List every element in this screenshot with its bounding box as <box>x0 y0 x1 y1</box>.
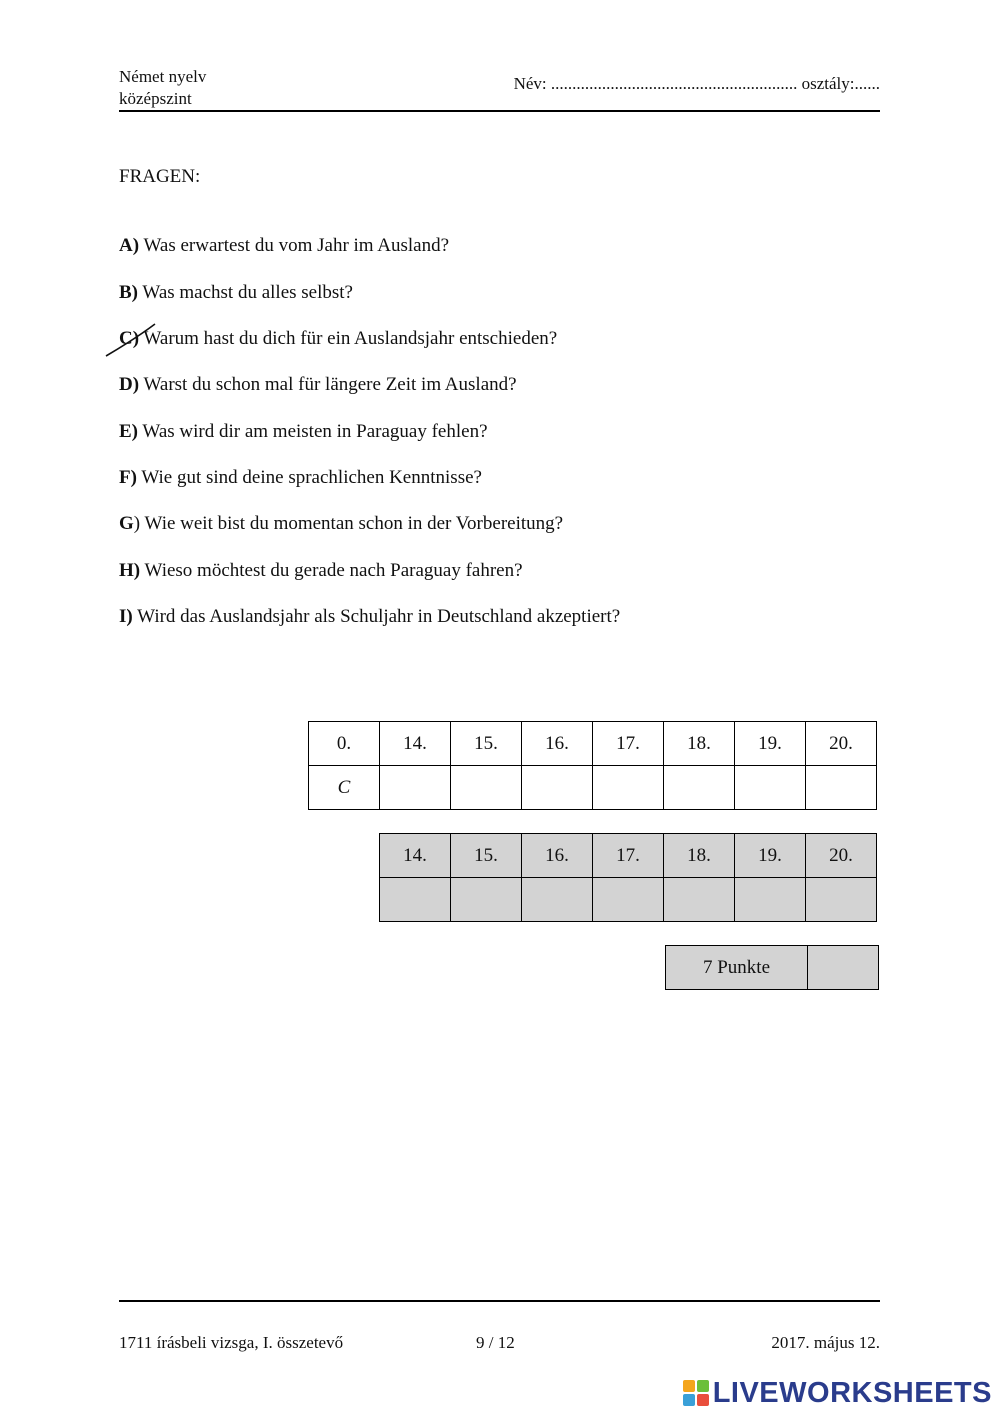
answer-table <box>308 721 877 810</box>
score-header-row <box>380 834 877 878</box>
answer-header-cell: 20. <box>806 722 877 766</box>
subject-header <box>119 66 206 110</box>
answer-header-cell: 0. <box>309 722 380 766</box>
score-header-cell: 14. <box>380 834 451 878</box>
strikethrough-mark <box>103 320 163 360</box>
answer-header-cell: 17. <box>593 722 664 766</box>
score-cell <box>806 878 877 922</box>
question-d <box>119 374 517 396</box>
level-label: középszint <box>119 89 192 108</box>
answer-cell-15[interactable] <box>451 766 522 810</box>
logo-text: LIVEWORKSHEETS <box>712 1376 992 1409</box>
score-cell <box>451 878 522 922</box>
question-text: Wird das Auslandsjahr als Schuljahr in Deutschland akzeptiert? <box>132 606 621 627</box>
answer-cell-17[interactable] <box>593 766 664 810</box>
question-text: Wie gut sind deine sprachlichen Kenntnisse? <box>136 467 482 488</box>
answer-header-cell: 15. <box>451 722 522 766</box>
score-table <box>379 833 877 922</box>
question-text: ) Wie weit bist du momentan schon in der Vorbereitung? <box>133 513 564 534</box>
score-header-cell: 19. <box>735 834 806 878</box>
question-letter: C) <box>119 328 140 349</box>
answer-cell-20[interactable] <box>806 766 877 810</box>
score-header-cell: 17. <box>593 834 664 878</box>
question-a <box>119 235 449 257</box>
points-row <box>666 946 879 990</box>
question-text: Was machst du alles selbst? <box>138 282 353 303</box>
answer-header-cell: 14. <box>380 722 451 766</box>
question-b <box>119 282 353 304</box>
footer-page: 9 / 12 <box>476 1333 515 1352</box>
question-text: Wieso möchtest du gerade nach Paraguay fahren? <box>140 560 523 581</box>
question-c <box>119 328 557 350</box>
answer-cell-19[interactable] <box>735 766 806 810</box>
score-cell <box>380 878 451 922</box>
section-title: FRAGEN: <box>119 166 201 187</box>
score-header-cell: 20. <box>806 834 877 878</box>
points-cell <box>808 946 879 990</box>
points-label: 7 Punkte <box>666 946 808 990</box>
score-header-cell: 15. <box>451 834 522 878</box>
question-text: Warst du schon mal für längere Zeit im Ausland? <box>139 374 517 395</box>
logo-squares-icon <box>683 1380 709 1406</box>
question-letter: H) <box>119 560 141 581</box>
question-letter: D) <box>119 374 140 395</box>
score-header-cell: 16. <box>522 834 593 878</box>
footer-date: 2017. május 12. <box>771 1333 880 1352</box>
question-letter: G <box>119 513 134 534</box>
question-letter: A) <box>119 235 140 256</box>
points-table <box>665 945 879 990</box>
score-row <box>380 878 877 922</box>
answer-row <box>309 766 877 810</box>
question-letter: F) <box>119 467 137 488</box>
footer-exam: 1711 írásbeli vizsga, I. összetevő <box>119 1333 344 1352</box>
answer-cell-18[interactable] <box>664 766 735 810</box>
question-i <box>119 606 620 628</box>
question-text: Was wird dir am meisten in Paraguay fehlen? <box>138 421 488 442</box>
score-cell <box>522 878 593 922</box>
question-text: Was erwartest du vom Jahr im Ausland? <box>139 235 450 256</box>
answer-cell-16[interactable] <box>522 766 593 810</box>
question-e <box>119 421 488 443</box>
footer-divider <box>119 1300 880 1302</box>
question-h <box>119 560 523 582</box>
answer-cell-example: C <box>309 766 380 810</box>
answer-header-cell: 18. <box>664 722 735 766</box>
answer-cell-14[interactable] <box>380 766 451 810</box>
question-letter: B) <box>119 282 138 303</box>
score-cell <box>735 878 806 922</box>
liveworksheets-logo <box>683 1378 992 1408</box>
question-letter: E) <box>119 421 138 442</box>
question-g <box>119 513 563 535</box>
score-cell <box>593 878 664 922</box>
subject-label: Német nyelv <box>119 67 207 86</box>
question-text: Warum hast du dich für ein Auslandsjahr entschieden? <box>139 328 558 349</box>
header-divider <box>119 110 880 112</box>
question-f <box>119 467 482 489</box>
answer-header-row <box>309 722 877 766</box>
name-class-field: Név: .......................................................... osztály:...... <box>513 74 880 93</box>
question-letter: I) <box>119 606 133 627</box>
answer-header-cell: 19. <box>735 722 806 766</box>
score-header-cell: 18. <box>664 834 735 878</box>
answer-header-cell: 16. <box>522 722 593 766</box>
score-cell <box>664 878 735 922</box>
